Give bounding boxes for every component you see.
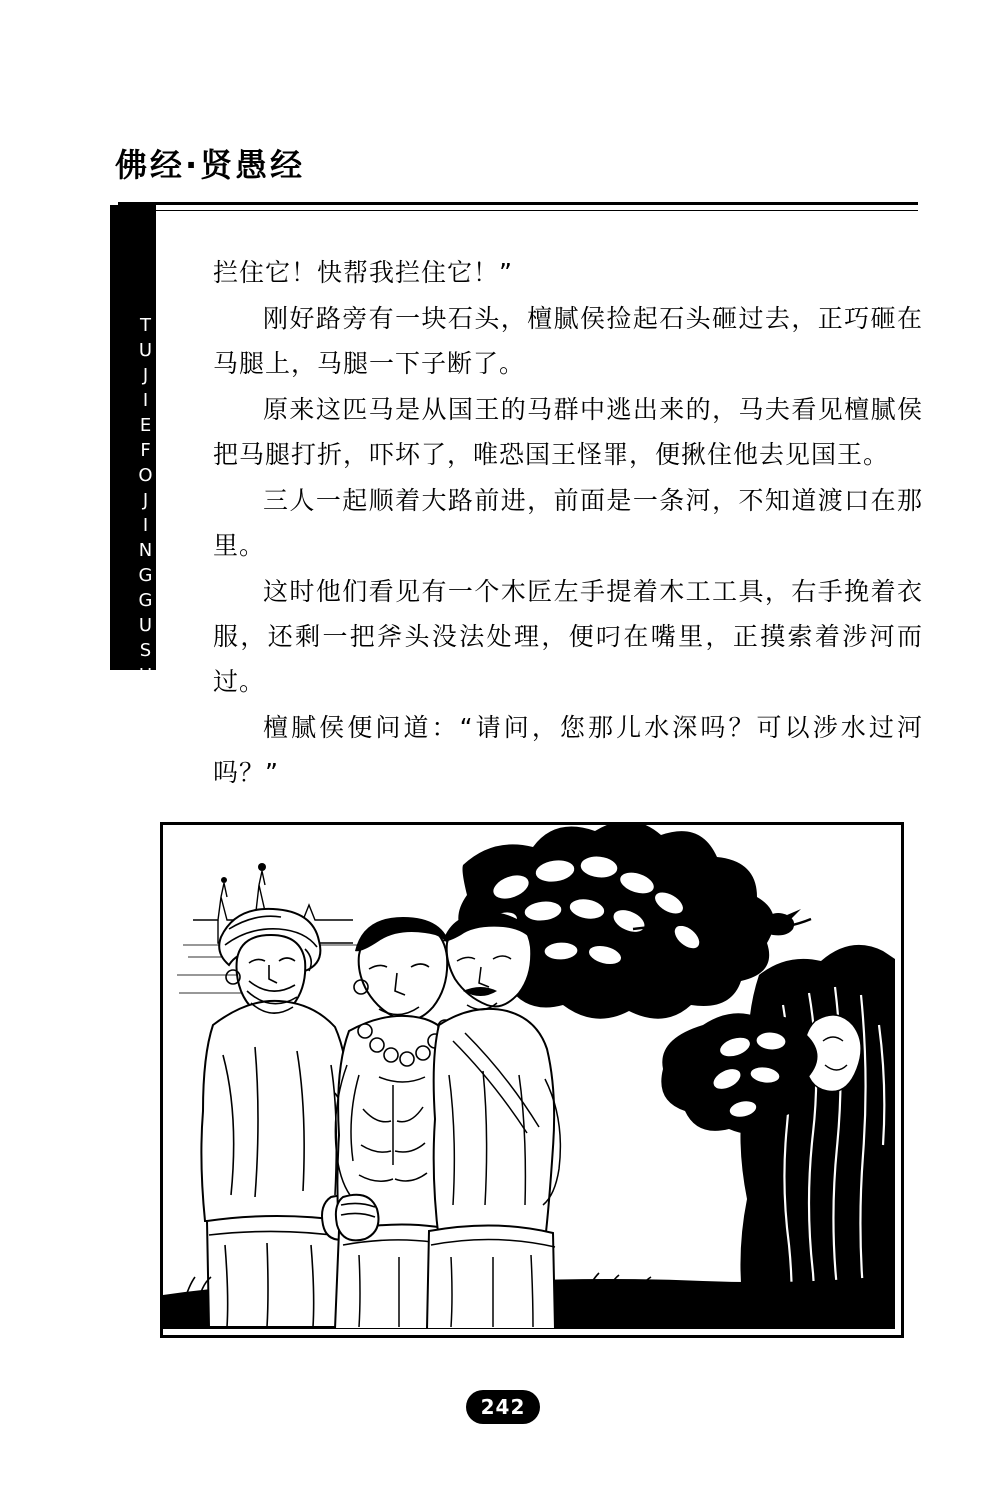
side-tab-label: TUJIEFOJINGGUSHI: [135, 315, 156, 715]
header-rule-thin: [118, 210, 918, 211]
body-text: [213, 250, 923, 796]
paragraph: 这时他们看见有一个木匠左手提着木工工具，右手挽着衣服，还剩一把斧头没法处理，便叼在嘴里，正摸索着涉河而过。: [213, 577, 923, 696]
paragraph: 三人一起顺着大路前进，前面是一条河，不知道渡口在那里。: [213, 486, 923, 560]
header-rule-thick: [118, 202, 918, 205]
page-number-badge: 242: [466, 1390, 540, 1424]
illustration-figure: [160, 822, 904, 1338]
paragraph: 刚好路旁有一块石头，檀腻侯捡起石头砸过去，正巧砸在马腿上，马腿一下子断了。: [213, 304, 923, 378]
paragraph: 原来这匹马是从国王的马群中逃出来的，马夫看见檀腻侯把马腿打折，吓坏了，唯恐国王怪罪，便揪住他去见国王。: [213, 395, 923, 469]
paragraph: 拦住它！快帮我拦住它！”: [213, 258, 513, 287]
page-title: 佛经·贤愚经: [115, 146, 306, 184]
illustration-drawing: [163, 825, 895, 1329]
paragraph: 檀腻侯便问道：“请问，您那儿水深吗？可以涉水过河吗？”: [213, 713, 923, 787]
